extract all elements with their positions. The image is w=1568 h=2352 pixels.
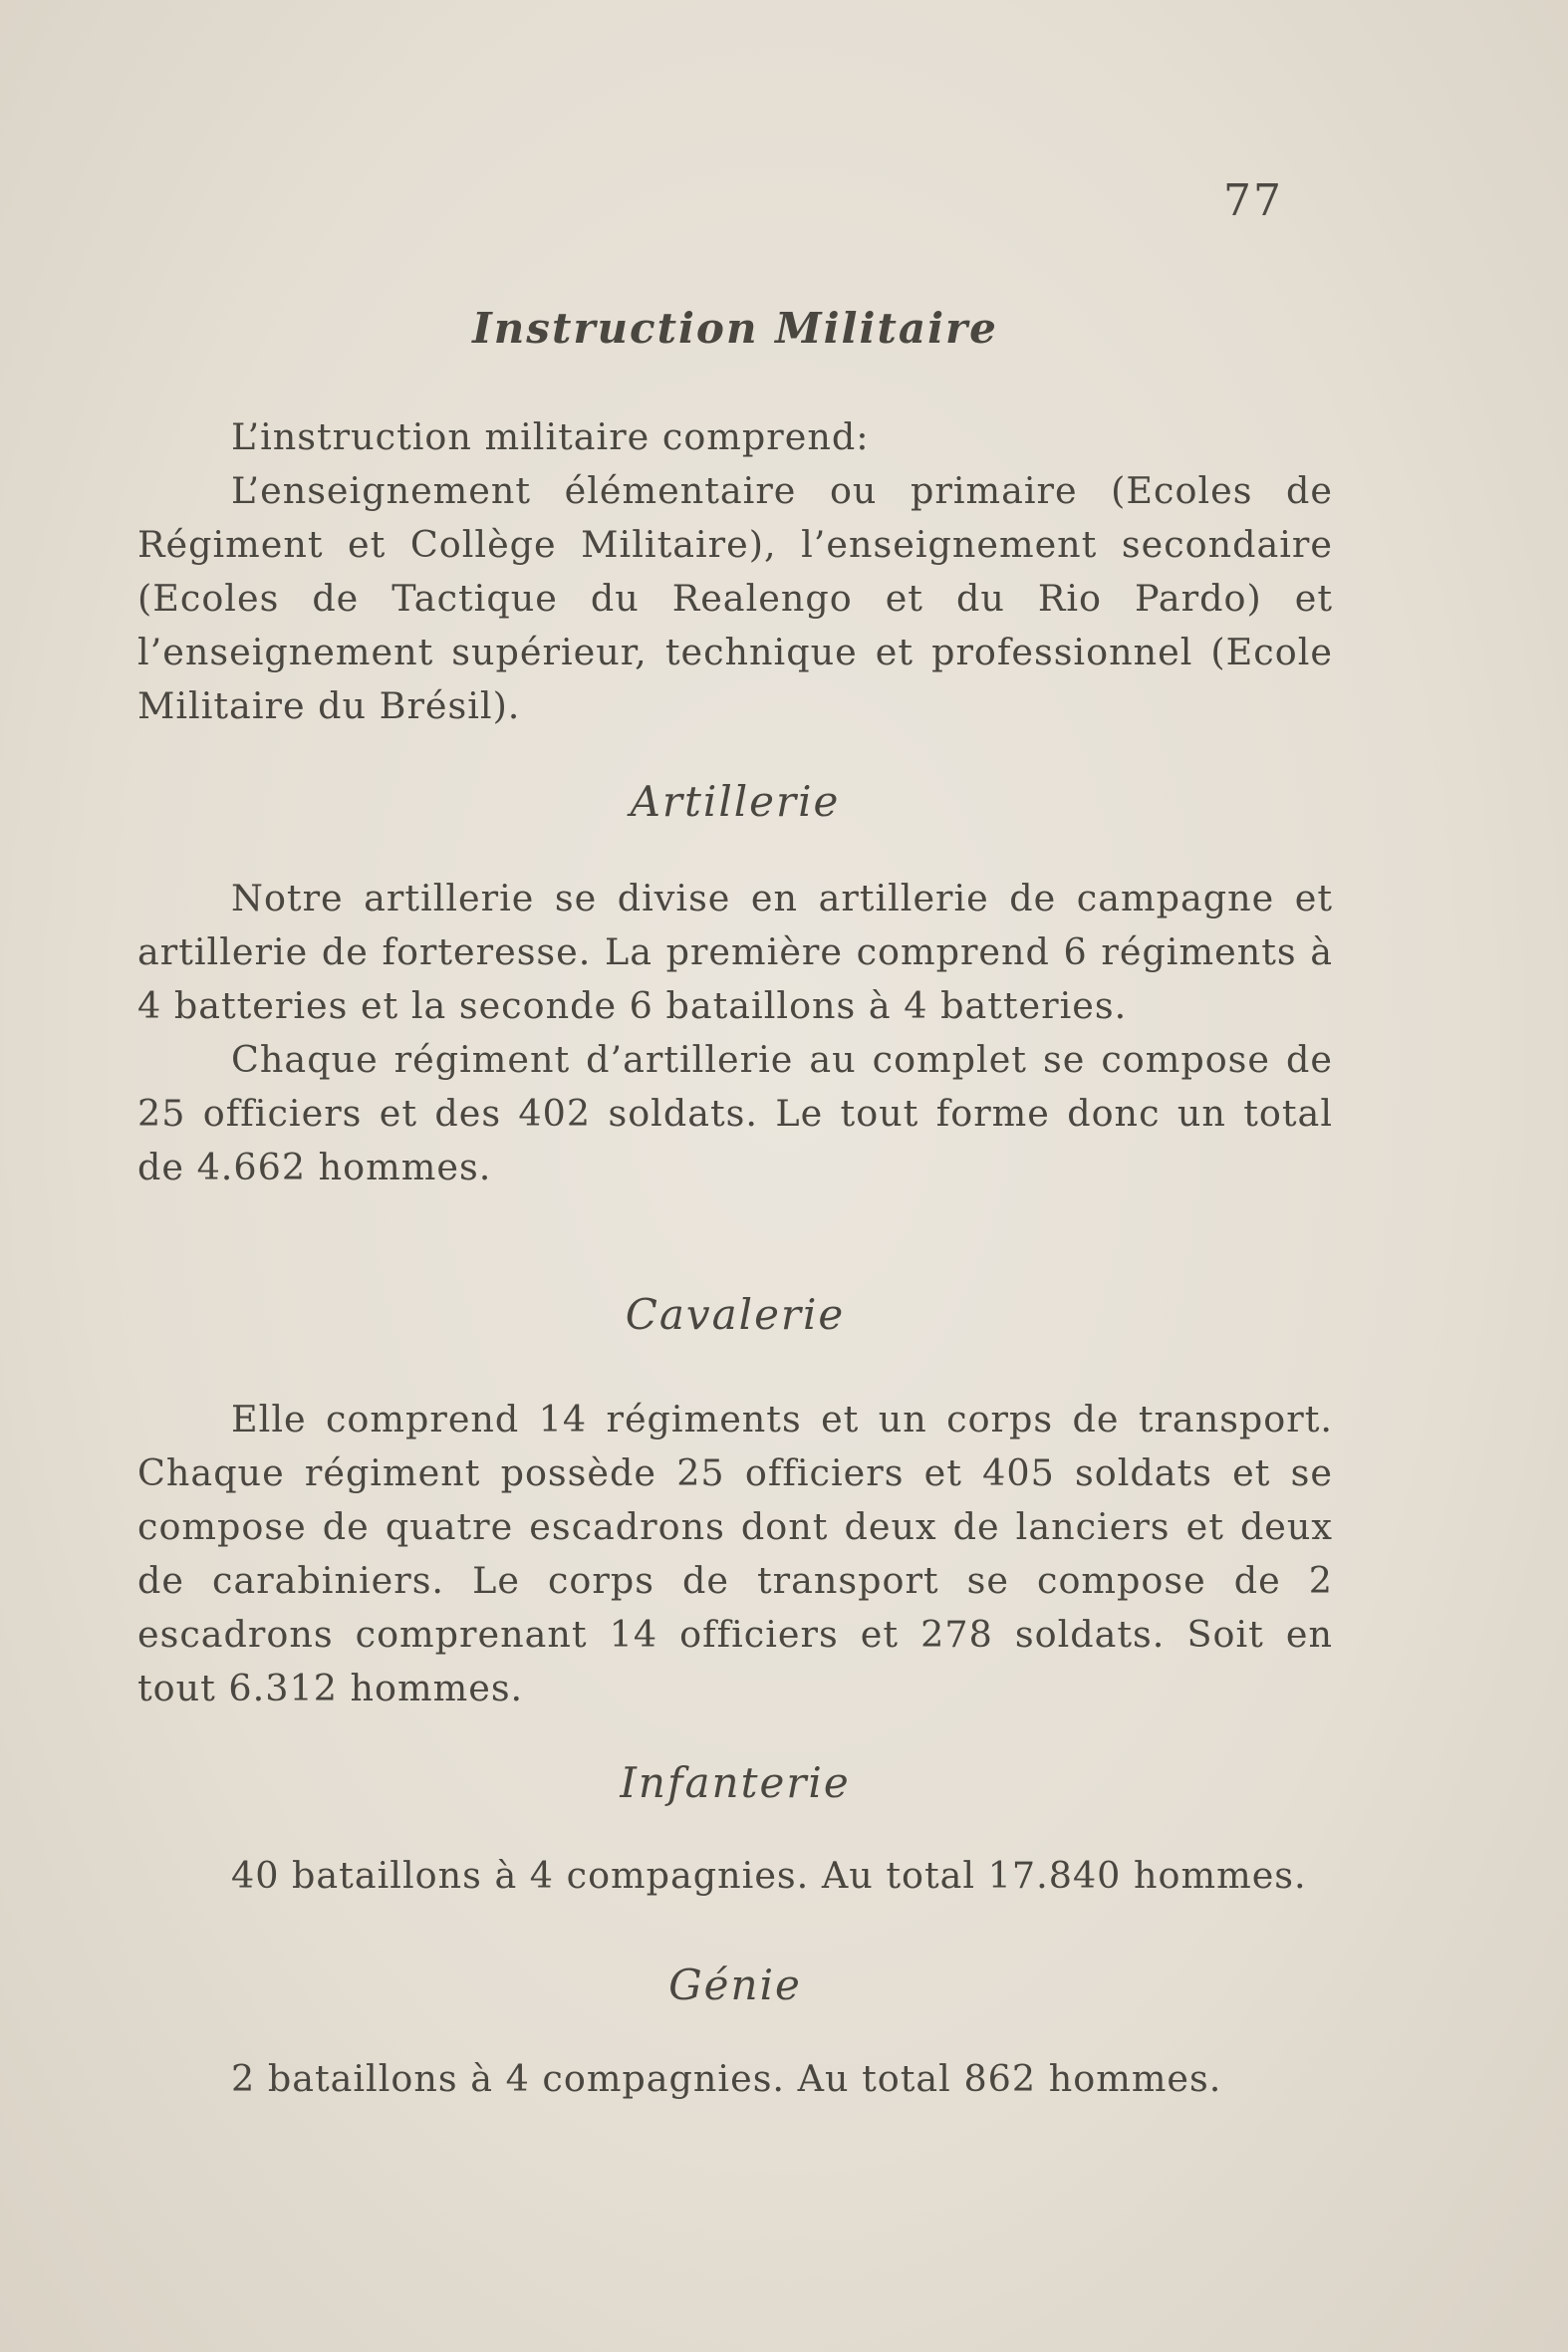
heading-artillerie: Artillerie	[630, 777, 841, 826]
section-infanterie	[137, 1849, 1333, 1903]
heading-instruction-militaire: Instruction Militaire	[472, 304, 998, 353]
section-artillerie	[137, 872, 1333, 1194]
section-instruction	[137, 410, 1333, 733]
section-cavalerie	[137, 1393, 1333, 1715]
paragraph-instruction-enseignement: L’enseignement élémentaire ou primaire (Ecoles de Régiment et Collège Militaire), l’enseignement secondaire (Ecoles de Tactique du Realengo et du Rio Pardo) et l’enseignement supérieur, technique et professionnel (Ecole Militaire du Brésil).	[137, 469, 1333, 727]
paragraph-artillerie-division: Notre artillerie se divise en artillerie de campagne et artillerie de forteresse. La première comprend 6 régiments à 4 batteries et la seconde 6 bataillons à 4 batteries.	[137, 877, 1333, 1027]
paragraph-genie: 2 bataillons à 4 compagnies. Au total 862 hommes.	[231, 2057, 1222, 2100]
heading-infanterie: Infanterie	[620, 1758, 851, 1807]
heading-genie: Génie	[668, 1960, 802, 2009]
paragraph-artillerie-effectif: Chaque régiment d’artillerie au complet se compose de 25 officiers et des 402 soldats. Le tout forme donc un total de 4.662 hommes.	[137, 1038, 1333, 1188]
page-number: 77	[1223, 175, 1283, 226]
paragraph-infanterie: 40 bataillons à 4 compagnies. Au total 17.840 hommes.	[231, 1854, 1307, 1897]
paragraph-cavalerie: Elle comprend 14 régiments et un corps de transport. Chaque régiment possède 25 officiers et 405 soldats et se compose de quatre escadrons dont deux de lanciers et deux de carabiniers. Le corps de transport se compose de 2 escadrons comprenant 14 officiers et 278 soldats. Soit en tout 6.312 hommes.	[137, 1398, 1333, 1709]
paragraph-instruction-intro: L’instruction militaire comprend:	[231, 415, 870, 458]
heading-cavalerie: Cavalerie	[625, 1290, 846, 1339]
section-genie	[137, 2052, 1333, 2106]
